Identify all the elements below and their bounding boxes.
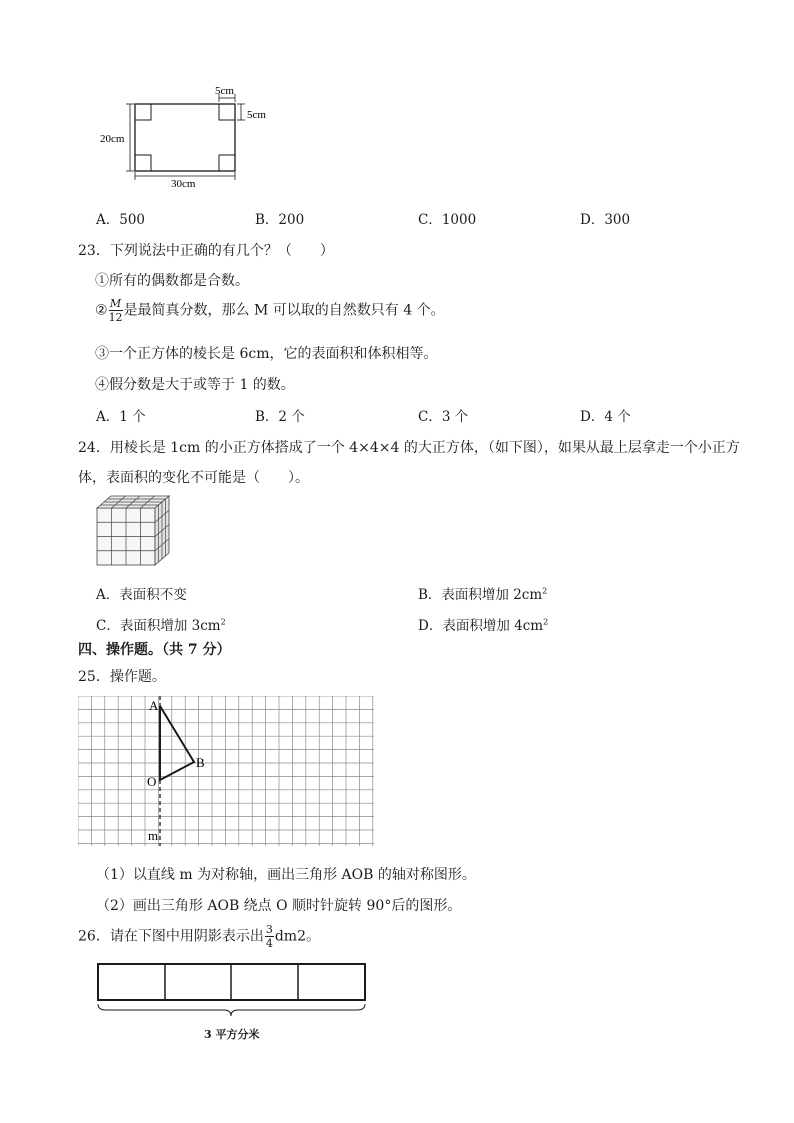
section-4-heading: 四、操作题。（共 7 分） — [78, 642, 231, 658]
q22-option-b: B．200 — [255, 212, 305, 228]
q23-option-d: D．4 个 — [580, 409, 631, 425]
fraction-numerator: 3 — [265, 923, 273, 936]
q24-stem-line2: 体，表面积的变化不可能是（ ）。 — [78, 470, 309, 486]
point-o-label: O — [147, 774, 157, 789]
q22-option-a: A．500 — [96, 212, 146, 228]
q24-option-b-sup: 2 — [542, 586, 548, 596]
label-top: 5cm — [215, 85, 234, 97]
point-b-label: B — [196, 755, 205, 770]
fraction-denominator: 4 — [265, 937, 273, 950]
q26-stem — [78, 924, 320, 949]
q24-option-c-sup: 2 — [220, 617, 226, 627]
fraction-m-over-12 — [109, 298, 123, 323]
statement-2-text: 是最简真分数，那么 M 可以取的自然数只有 4 个。 — [123, 302, 445, 319]
q24-stem-line1: 24．用棱长是 1cm 的小正方体搭成了一个 4×4×4 的大正方体，（如下图），如果从最上层拿走一个小正方 — [78, 440, 740, 456]
q24-option-b-text: B．表面积增加 2cm — [418, 587, 543, 603]
fraction-denominator: 12 — [108, 311, 123, 324]
fraction-three-quarters — [265, 924, 274, 949]
label-left: 20cm — [100, 133, 125, 145]
q22-option-d: D．300 — [580, 212, 631, 228]
label-bottom: 30cm — [171, 178, 196, 190]
q23-statement-2 — [95, 298, 445, 323]
q24-option-b — [418, 583, 547, 603]
point-a-label: A — [149, 698, 159, 713]
fraction-numerator: M — [109, 297, 122, 310]
strip-figure — [94, 962, 368, 1020]
line-m-label: m — [148, 828, 159, 843]
grid-figure — [78, 696, 374, 846]
rectangle-corner-cut-figure — [95, 82, 285, 192]
q23-option-b: B．2 个 — [255, 409, 305, 425]
q24-option-c-text: C．表面积增加 3cm — [96, 618, 221, 634]
q23-statement-3: ③一个正方体的棱长是 6cm，它的表面积和体积相等。 — [95, 346, 438, 362]
q24-option-c — [96, 614, 226, 634]
q23-option-a: A．1 个 — [96, 409, 146, 425]
q25-task-2: （2）画出三角形 AOB 绕点 O 顺时针旋转 90°后的图形。 — [96, 898, 462, 914]
circle-number-2: ② — [95, 302, 108, 319]
q24-option-d-text: D．表面积增加 4cm — [418, 618, 544, 634]
brace-label: 3 平方分米 — [204, 1028, 260, 1041]
q26-stem-suffix: dm2。 — [274, 928, 320, 945]
q24-option-d-sup: 2 — [543, 617, 549, 627]
q24-option-d — [418, 614, 548, 634]
q26-stem-prefix: 26．请在下图中用阴影表示出 — [78, 928, 264, 945]
q25-task-1: （1）以直线 m 为对称轴，画出三角形 AOB 的轴对称图形。 — [96, 867, 476, 883]
q22-option-c: C．1000 — [418, 212, 477, 228]
q24-option-a: A．表面积不变 — [96, 587, 187, 603]
q25-stem: 25．操作题。 — [78, 669, 166, 685]
label-right: 5cm — [247, 109, 266, 121]
q23-statement-4: ④假分数是大于或等于 1 的数。 — [95, 377, 295, 393]
q23-statement-1: ①所有的偶数都是合数。 — [95, 273, 249, 289]
q23-option-c: C．3 个 — [418, 409, 469, 425]
q23-stem: 23．下列说法中正确的有几个？（ ） — [78, 243, 334, 259]
cube-4x4x4-figure — [96, 494, 174, 566]
